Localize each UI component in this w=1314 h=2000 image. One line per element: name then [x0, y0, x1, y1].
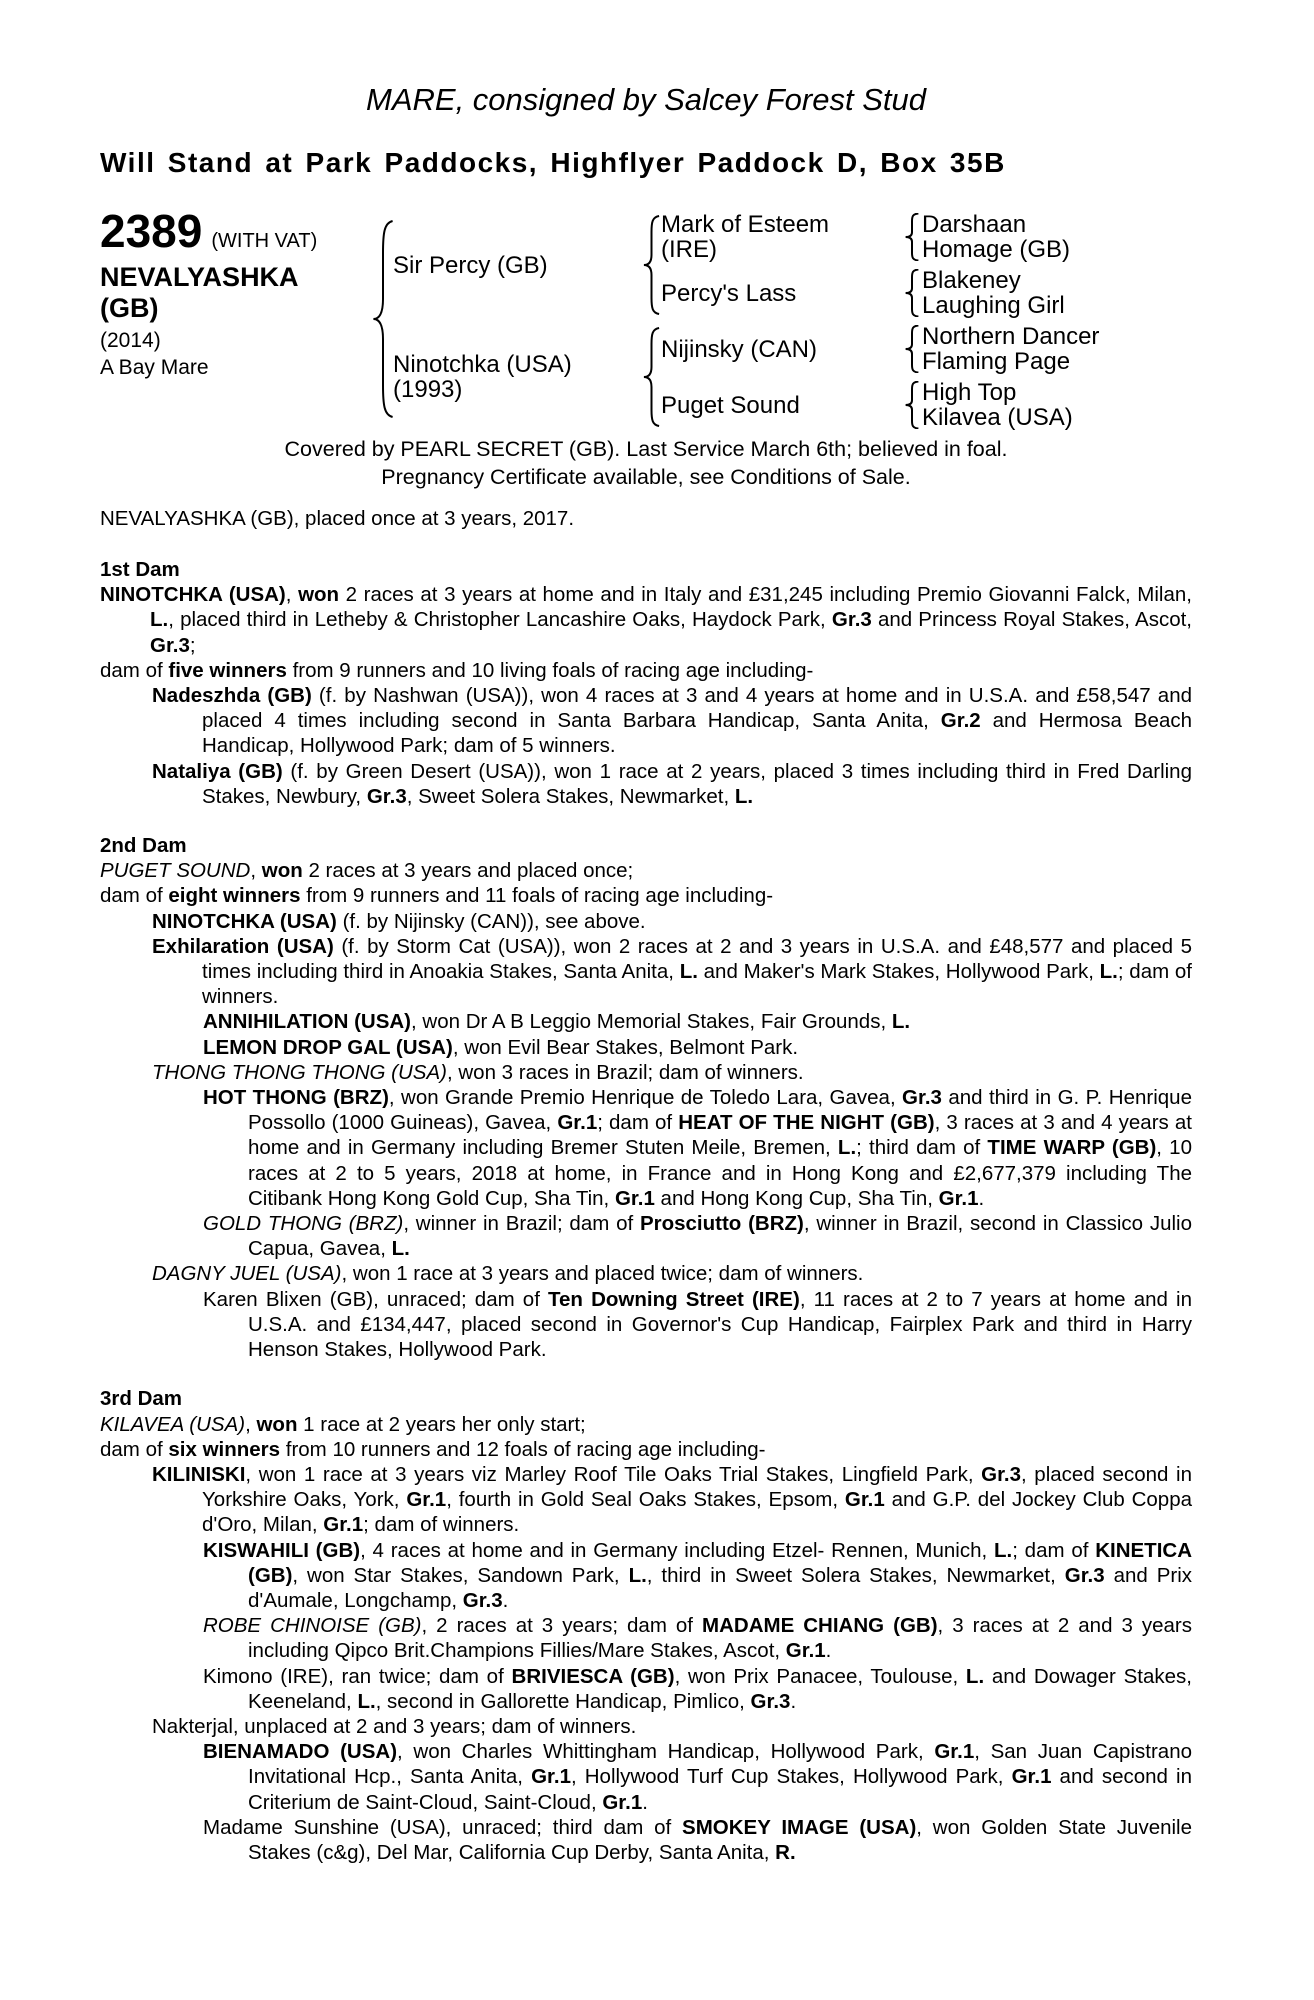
horse-name: NEVALYASHKA [100, 262, 299, 292]
dam-section [100, 833, 1192, 1362]
dam-sections [100, 557, 1192, 1865]
gen3-pair-3 [922, 321, 1192, 377]
pedigree-paragraph: Madame Sunshine (USA), unraced; third dam of SMOKEY IMAGE (USA), won Golden State Juvenile Stakes (c&g), Del Mar, California Cup Derby, Santa Anita, R. [203, 1815, 1193, 1864]
pedigree-paragraph: Kimono (IRE), ran twice; dam of BRIVIESCA (GB), won Prix Panacee, Toulouse, L. and Dowager Stakes, Keeneland, L., second in Gallorette Handicap, Pimlico, Gr.3. [203, 1664, 1192, 1713]
sire-sire: Mark of Esteem (IRE) [661, 211, 830, 263]
pedigree-paragraph: KISWAHILI (GB), 4 races at home and in Germany including Etzel- Rennen, Munich, L.; dam of KINETICA (GB), won Star Stakes, Sandown Park, L., third in Sweet Solera Stakes, Newmarket, Gr.3 and Prix d'Aumale, Longchamp, Gr.3. [203, 1538, 1192, 1612]
dam-heading: 1st Dam [100, 558, 180, 581]
pedigree-ancestor: Kilavea (USA) [922, 404, 1073, 431]
pedigree-paragraph: Exhilaration (USA) (f. by Storm Cat (USA)), won 2 races at 2 and 3 years in U.S.A. and £48,577 and placed 5 times including third in Anoakia Stakes, Santa Anita, L. and Maker's Mark Stakes, Hollywood Park, L.; dam of winners. [152, 934, 1193, 1009]
pedigree-paragraph: Nakterjal, unplaced at 2 and 3 years; dam of winners. [152, 1714, 637, 1738]
gen3-pair-1 [922, 209, 1192, 265]
pedigree-brace-sire [642, 215, 661, 315]
gen3-pair-2 [922, 265, 1192, 321]
lot-header [100, 205, 372, 257]
stand-location-line: Will Stand at Park Paddocks, Highflyer Paddock D, Box 35B [100, 147, 1006, 178]
pedigree-paragraph: THONG THONG THONG (USA), won 3 races in Brazil; dam of winners. [152, 1060, 804, 1084]
lot-block [100, 205, 372, 381]
dam-year: (1993) [393, 376, 463, 403]
pedigree-paragraph: Karen Blixen (GB), unraced; dam of Ten Downing Street (IRE), 11 races at 2 to 7 years at home and in U.S.A. and £134,447, placed second in Governor's Cup Handicap, Fairplex Park and third in Harry Henson Stakes, Hollywood Park. [203, 1287, 1192, 1362]
pedigree-brace-gen3-1 [904, 213, 920, 261]
sire-name: Sir Percy (GB) [393, 251, 548, 279]
pedigree-paragraph: LEMON DROP GAL (USA), won Evil Bear Stakes, Belmont Park. [203, 1035, 799, 1059]
pedigree-paragraph: Nataliya (GB) (f. by Green Desert (USA)), won 1 race at 2 years, placed 3 times including third in Fred Darling Stakes, Newbury, Gr.3, Sweet Solera Stakes, Newmarket, L. [152, 759, 1192, 808]
pedigree-ancestor: Homage (GB) [922, 236, 1071, 263]
pedigree-paragraph: ROBE CHINOISE (GB), 2 races at 3 years; dam of MADAME CHIANG (GB), 3 races at 2 and 3 years including Qipco Brit.Champions Fillies/Mare Stakes, Ascot, Gr.1. [203, 1614, 1192, 1663]
pedigree-paragraph: Nadeszhda (GB) (f. by Nashwan (USA)), won 4 races at 3 and 4 years at home and in U.S.A. and £58,547 and placed 4 times including second in Santa Barbara Handicap, Santa Anita, Gr.2 and Hermosa Beach Handicap, Hollywood Park; dam of 5 winners. [152, 684, 1193, 758]
lot-number: 2389 [100, 205, 203, 257]
dam-cell [393, 321, 633, 433]
pedigree-table [100, 205, 1192, 433]
horse-description: A Bay Mare [100, 356, 209, 379]
pedigree-paragraph: ANNIHILATION (USA), won Dr A B Leggio Memorial Stakes, Fair Grounds, L. [203, 1010, 911, 1034]
dam-heading: 2nd Dam [100, 834, 187, 858]
dam-sire: Nijinsky (CAN) [661, 335, 817, 363]
pedigree-paragraph: NINOTCHKA (USA) (f. by Nijinsky (CAN)), see above. [152, 909, 646, 933]
pedigree-brace-gen3-2 [904, 269, 920, 317]
pedigree-brace-dam [642, 327, 661, 427]
pedigree-paragraph: DAGNY JUEL (USA), won 1 race at 3 years and placed twice; dam of winners. [152, 1262, 864, 1286]
pedigree-paragraph: HOT THONG (BRZ), won Grande Premio Henrique de Toledo Lara, Gavea, Gr.3 and third in G. P. Henrique Possollo (1000 Guineas), Gavea, Gr.1; dam of HEAT OF THE NIGHT (GB), 3 races at 3 and 4 years at home and in Germany including Bremer Stuten Meile, Bremen, L.; third dam of TIME WARP (GB), 10 races at 2 to 5 years, 2018 at home, in France and in Hong Kong and £2,677,379 including The Citibank Hong Kong Gold Cup, Sha Tin, Gr.1 and Hong Kong Cup, Sha Tin, Gr.1. [203, 1086, 1192, 1210]
race-record: NEVALYASHKA (GB), placed once at 3 years, 2017. [100, 507, 575, 530]
pedigree-ancestor: Flaming Page [922, 348, 1071, 375]
pedigree-paragraph: GOLD THONG (BRZ), winner in Brazil; dam of Prosciutto (BRZ), winner in Brazil, second in Classico Julio Capua, Gavea, L. [203, 1212, 1192, 1261]
pedigree-ancestor: Blakeney [922, 267, 1021, 294]
pedigree-brace-main [371, 219, 395, 419]
pedigree-ancestor: Northern Dancer [922, 323, 1100, 350]
pedigree-paragraph: KILAVEA (USA), won 1 race at 2 years her only start; [100, 1412, 586, 1436]
dam-heading: 3rd Dam [100, 1387, 183, 1411]
pedigree-paragraph: KILINISKI, won 1 race at 3 years viz Marley Roof Tile Oaks Trial Stakes, Lingfield Park, Gr.3, placed second in Yorkshire Oaks, York, Gr.1, fourth in Gold Seal Oaks Stakes, Epsom, Gr.1 and G.P. del Jockey Club Coppa d'Oro, Milan, Gr.1; dam of winners. [152, 1462, 1192, 1537]
vat-label: (WITH VAT) [211, 230, 318, 252]
pedigree-paragraph: dam of eight winners from 9 runners and 11 foals of racing age including- [100, 884, 774, 908]
pedigree-paragraph: NINOTCHKA (USA), won 2 races at 3 years at home and in Italy and £31,245 including Premio Giovanni Falck, Milan, L., placed third in Letheby & Christopher Lancashire Oaks, Haydock Park, Gr.3 and Princess Royal Stakes, Ascot, Gr.3; [100, 583, 1192, 657]
sire-cell [393, 209, 633, 321]
covering-note-line1: Covered by PEARL SECRET (GB). Last Service March 6th; believed in foal. [284, 437, 1008, 461]
pedigree-paragraph: PUGET SOUND, won 2 races at 3 years and placed once; [100, 859, 634, 883]
dam-section [100, 1386, 1192, 1865]
pedigree-ancestor: High Top [922, 379, 1017, 406]
pedigree-ancestor: Laughing Girl [922, 292, 1065, 319]
dam-name: Ninotchka (USA) [393, 351, 572, 378]
dam-dam: Puget Sound [661, 391, 800, 419]
pedigree-brace-gen3-3 [904, 325, 920, 373]
pedigree-paragraph: dam of six winners from 10 runners and 12 foals of racing age including- [100, 1437, 766, 1461]
pedigree-brace-gen3-4 [904, 381, 920, 429]
pedigree-paragraph: BIENAMADO (USA), won Charles Whittingham Handicap, Hollywood Park, Gr.1, San Juan Capistrano Invitational Hcp., Santa Anita, Gr.1, Hollywood Turf Cup Stakes, Hollywood Park, Gr.1 and second in Criterium de Saint-Cloud, Saint-Cloud, Gr.1. [203, 1740, 1193, 1814]
pedigree-paragraph: dam of five winners from 9 runners and 10 living foals of racing age including- [100, 658, 814, 682]
pedigree-ancestor: Darshaan [922, 211, 1027, 238]
dam-section [100, 557, 1192, 809]
covering-note [100, 435, 1192, 491]
covering-note-line2: Pregnancy Certificate available, see Conditions of Sale. [381, 465, 911, 489]
page-title: MARE, consigned by Salcey Forest Stud [366, 82, 926, 117]
sire-dam: Percy's Lass [661, 279, 797, 307]
foaling-year: (2014) [100, 329, 161, 352]
horse-name-suffix: (GB) [100, 293, 159, 323]
gen3-pair-4 [922, 377, 1192, 433]
